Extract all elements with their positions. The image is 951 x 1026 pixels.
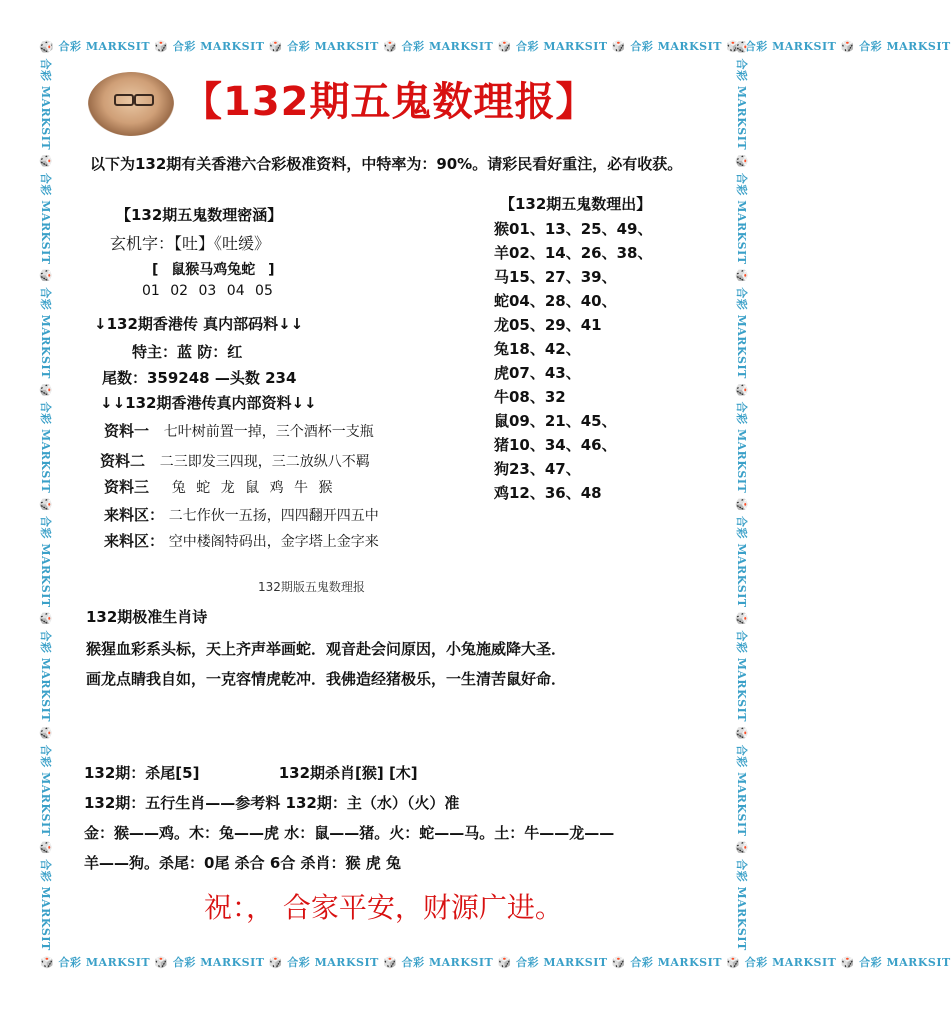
list-item: 鼠09、21、45、 — [494, 412, 617, 430]
bottom-section — [84, 758, 614, 878]
data-item-4 — [104, 504, 379, 525]
number-list — [494, 217, 653, 505]
list-item: 龙05、29、41 — [494, 316, 602, 334]
bottom-line-4: 羊——狗。杀尾：0尾 杀合 6合 杀肖：猴 虎 兔 — [84, 854, 401, 872]
border-top: 🎲 合彩 MARKSIT 🎲 合彩 MARKSIT 🎲 合彩 MARKSIT 🎲 合彩 MARKSIT 🎲 合彩 MARKSIT 🎲 合彩 MARKSIT 🎲 合彩 MARKSIT 🎲 合彩 MARKSIT — [40, 40, 951, 53]
xuanji-text: 玄机字：【吐】《吐缓》 — [110, 234, 271, 253]
intro-text: 以下为132期有关香港六合彩极准资料，中特率为：90%。请彩民看好重注，必有收获。 — [90, 155, 683, 173]
page-title: 【132期五鬼数理报】 — [182, 79, 597, 125]
tail-text: 尾数：359248 —头数 234 — [102, 369, 297, 387]
list-item: 虎07、43、 — [494, 364, 581, 382]
border-right — [736, 40, 752, 970]
right-title: 【132期五鬼数理出】 — [500, 195, 652, 213]
poem-line-2: 画龙点睛我自如，一克容情虎乾冲．我佛造经猪极乐，一生清苦鼠好命． — [86, 670, 567, 688]
poem-title: 132期极准生肖诗 — [86, 608, 208, 626]
border-bottom: 🎲 合彩 MARKSIT 🎲 合彩 MARKSIT 🎲 合彩 MARKSIT 🎲 合彩 MARKSIT 🎲 合彩 MARKSIT 🎲 合彩 MARKSIT 🎲 合彩 MARKSIT 🎲 合彩 MARKSIT — [40, 956, 951, 969]
avatar — [88, 72, 174, 136]
list-item: 牛08、32 — [494, 388, 566, 406]
list-item: 鸡12、36、48 — [494, 484, 602, 502]
data-item-label: 资料一 — [104, 422, 150, 440]
data-item-label: 来料区： — [104, 532, 165, 550]
data-item-label: 资料三 — [104, 478, 150, 496]
data-item-text: 七叶树前置一掉，三个酒杯一支瓶 — [163, 424, 374, 440]
data-item-text: 空中楼阁特码出，金字塔上金字来 — [168, 534, 379, 550]
list-item: 羊02、14、26、38、 — [494, 244, 653, 262]
poem-line-1: 猴猩血彩系头标，天上齐声举画蛇．观音赴会问原因，小兔施威降大圣． — [86, 640, 567, 658]
kill-tail: 132期：杀尾[5] — [84, 764, 200, 782]
zodiac-bracket: [ 鼠猴马鸡兔蛇 ] — [152, 262, 275, 278]
border-left — [40, 40, 56, 970]
data-item-2 — [100, 450, 370, 471]
blessing-text: 祝：， 合家平安，财源广进。 — [204, 891, 563, 924]
data-item-text: 二三即发三四现，三二放纵八不羁 — [159, 454, 370, 470]
data-item-text: 兔 蛇 龙 鼠 鸡 牛 猴 — [171, 480, 333, 496]
numbers-text: 01 02 03 04 05 — [142, 283, 273, 299]
list-item: 狗23、47、 — [494, 460, 581, 478]
poem-body — [86, 634, 566, 694]
secret-title: 【132期五鬼数理密涵】 — [116, 206, 283, 224]
special-text: 特主：蓝 防：红 — [132, 343, 243, 361]
subtitle: 132期版五鬼数理报 — [258, 580, 365, 594]
list-item: 猴01、13、25、49、 — [494, 220, 653, 238]
list-item: 马15、27、39、 — [494, 268, 617, 286]
data-item-label: 来料区： — [104, 506, 165, 524]
bottom-line-2: 132期：五行生肖——参考料 132期：主（水）（火）准 — [84, 794, 460, 812]
code-title: ↓132期香港传 真内部码料↓↓ — [94, 315, 304, 333]
bottom-line-1 — [84, 758, 614, 788]
kill-zodiac: 132期杀肖[猴] [木] — [278, 764, 418, 782]
glasses-left-lens — [114, 94, 134, 106]
border-right-text: 🎲 合彩 MARKSIT 🎲 合彩 MARKSIT 🎲 合彩 MARKSIT 🎲 合彩 MARKSIT 🎲 合彩 MARKSIT 🎲 合彩 MARKSIT 🎲 合彩 MARKSIT 🎲 合彩 MARKSIT — [735, 40, 748, 951]
list-item: 兔18、42、 — [494, 340, 581, 358]
data-item-1 — [104, 420, 374, 441]
glasses-right-lens — [134, 94, 154, 106]
list-item: 蛇04、28、40、 — [494, 292, 617, 310]
data-item-5 — [104, 530, 379, 551]
data-item-text: 二七作伙一五扬，四四翻开四五中 — [168, 508, 379, 524]
list-item: 猪10、34、46、 — [494, 436, 617, 454]
data-item-label: 资料二 — [100, 452, 146, 470]
border-left-text: 🎲 合彩 MARKSIT 🎲 合彩 MARKSIT 🎲 合彩 MARKSIT 🎲 合彩 MARKSIT 🎲 合彩 MARKSIT 🎲 合彩 MARKSIT 🎲 合彩 MARKSIT 🎲 合彩 MARKSIT — [39, 40, 52, 951]
data-item-3 — [104, 476, 333, 497]
bottom-line-3: 金：猴——鸡。木：兔——虎 水：鼠——猪。火：蛇——马。土：牛——龙—— — [84, 824, 615, 842]
data-title: ↓↓132期香港传真内部资料↓↓ — [100, 394, 317, 412]
